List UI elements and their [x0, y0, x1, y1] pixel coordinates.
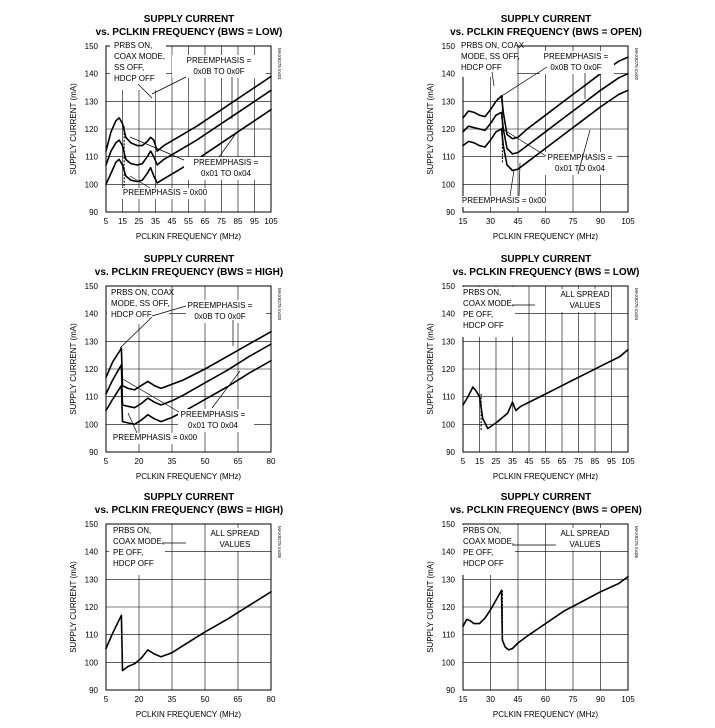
chart-svg: [357, 486, 714, 728]
y-tick-label: 150: [441, 520, 455, 529]
y-tick-label: 140: [84, 309, 98, 319]
x-tick-label: 5: [460, 457, 466, 466]
x-tick-label: 85: [233, 217, 243, 226]
annotation-text: VALUES: [569, 301, 601, 310]
x-axis-label: PCLKIN FREQUENCY (MHz): [492, 232, 599, 241]
annotation-text: 0x01 TO 0x04: [201, 169, 251, 178]
chart-title: SUPPLY CURRENT: [500, 14, 592, 25]
series-line-1: [106, 332, 271, 390]
annotation-text: PREEMPHASIS = 0x00: [122, 188, 208, 197]
x-tick-label: 75: [574, 457, 583, 466]
x-tick-label: 90: [596, 695, 605, 704]
y-tick-label: 140: [84, 547, 98, 557]
annotation-text: HDCP OFF: [111, 310, 152, 319]
x-tick-label: 105: [621, 457, 635, 466]
chart-panel-4: [357, 248, 714, 490]
y-axis-label: SUPPLY CURRENT (mA): [69, 561, 78, 653]
x-tick-label: 55: [541, 457, 550, 466]
annotation-text: VALUES: [219, 540, 251, 549]
x-tick-label: 90: [596, 217, 605, 226]
y-tick-label: 140: [441, 69, 455, 79]
annotation-text: COAX MODE,: [113, 537, 165, 546]
annotation-text: PREEMPHASIS = 0x00: [461, 196, 547, 205]
x-tick-label: 35: [167, 695, 177, 704]
chart-panel-5: [0, 486, 357, 728]
x-axis-label: PCLKIN FREQUENCY (MHz): [135, 710, 242, 719]
annotation-text: PREEMPHASIS =: [543, 52, 609, 61]
annotation-text: VALUES: [569, 540, 601, 549]
x-tick-label: 65: [557, 457, 567, 466]
annotation-text: PRBS ON,: [113, 526, 152, 535]
y-tick-label: 110: [85, 630, 98, 640]
annotation-text: COAX MODE,: [463, 299, 515, 308]
figure-id-label: MAX9275 toc01: [277, 48, 282, 81]
annotation-text: 0x0B TO 0x0F: [193, 67, 245, 76]
figure-id-label: MAX9275 toc04: [634, 288, 639, 321]
x-tick-label: 65: [200, 217, 210, 226]
annotation-text: PREEMPHASIS =: [193, 158, 259, 167]
y-axis-label: SUPPLY CURRENT (mA): [69, 83, 78, 175]
x-tick-label: 60: [541, 695, 550, 704]
x-tick-label: 85: [590, 457, 600, 466]
figure-id-label: MAX9275 toc06: [634, 526, 639, 559]
x-tick-label: 50: [200, 695, 210, 704]
annotation-text: HDCP OFF: [114, 74, 155, 83]
x-tick-label: 95: [607, 457, 616, 466]
chart-title: SUPPLY CURRENT: [143, 14, 235, 25]
chart-svg: [357, 8, 714, 250]
x-tick-label: 15: [458, 695, 468, 704]
y-tick-label: 130: [84, 575, 98, 585]
annotation-text: PE OFF,: [113, 548, 144, 557]
y-tick-label: 120: [84, 125, 98, 134]
chart-title: SUPPLY CURRENT: [500, 492, 592, 503]
annotation-leader: [510, 170, 514, 196]
annotation-text: PREEMPHASIS =: [180, 410, 246, 419]
annotation-text: HDCP OFF: [463, 559, 504, 568]
y-tick-label: 90: [446, 686, 455, 695]
x-tick-label: 75: [568, 217, 578, 226]
y-tick-label: 90: [89, 686, 98, 695]
annotation-text: HDCP OFF: [463, 321, 504, 330]
annotation-text: ALL SPREAD: [210, 529, 260, 538]
y-tick-label: 100: [84, 180, 98, 190]
y-tick-label: 150: [441, 282, 455, 291]
chart-subtitle: vs. PCLKIN FREQUENCY (BWS = HIGH): [94, 505, 284, 516]
x-tick-label: 105: [621, 217, 635, 226]
annotation-text: 0x01 TO 0x04: [188, 421, 238, 430]
annotation-text: PREEMPHASIS = 0x00: [112, 433, 198, 442]
y-tick-label: 110: [85, 392, 98, 402]
chart-subtitle: vs. PCLKIN FREQUENCY (BWS = LOW): [452, 267, 640, 278]
y-tick-label: 120: [84, 603, 98, 612]
x-tick-label: 35: [167, 457, 177, 466]
y-axis-label: SUPPLY CURRENT (mA): [426, 83, 435, 175]
chart-panel-2: [357, 8, 714, 250]
x-tick-label: 75: [217, 217, 226, 226]
x-tick-label: 15: [458, 217, 468, 226]
annotation-text: PE OFF,: [463, 310, 494, 319]
y-tick-label: 150: [84, 520, 98, 529]
x-axis-label: PCLKIN FREQUENCY (MHz): [135, 472, 242, 481]
annotation-text: PREEMPHASIS =: [547, 153, 613, 162]
y-tick-label: 150: [84, 42, 98, 51]
x-axis-label: PCLKIN FREQUENCY (MHz): [135, 232, 242, 241]
x-axis-label: PCLKIN FREQUENCY (MHz): [492, 710, 599, 719]
x-tick-label: 5: [103, 695, 109, 704]
y-tick-label: 90: [89, 448, 98, 457]
chart-subtitle: vs. PCLKIN FREQUENCY (BWS = LOW): [95, 27, 283, 38]
chart-svg: [0, 486, 357, 728]
y-axis-label: SUPPLY CURRENT (mA): [426, 561, 435, 653]
x-tick-label: 35: [151, 217, 160, 226]
chart-title: SUPPLY CURRENT: [143, 492, 235, 503]
annotation-text: PRBS ON,: [463, 288, 502, 297]
annotation-text: SS OFF,: [114, 63, 145, 72]
x-tick-label: 105: [264, 217, 278, 226]
series-line-1: [106, 592, 271, 671]
x-tick-label: 5: [103, 457, 109, 466]
annotation-text: COAX MODE,: [463, 537, 515, 546]
annotation-text: 0x01 TO 0x04: [555, 164, 605, 173]
y-tick-label: 100: [441, 180, 455, 190]
y-tick-label: 130: [441, 575, 455, 585]
chart-svg: [0, 248, 357, 490]
y-tick-label: 100: [441, 658, 455, 668]
annotation-text: COAX MODE,: [114, 52, 166, 61]
annotation-text: PRBS ON,: [463, 526, 502, 535]
x-tick-label: 30: [486, 695, 495, 704]
annotation-text: PRBS ON, COAX: [461, 41, 525, 50]
annotation-text: MODE, SS OFF,: [461, 52, 520, 61]
x-tick-label: 45: [524, 457, 534, 466]
y-axis-label: SUPPLY CURRENT (mA): [69, 323, 78, 415]
y-tick-label: 110: [85, 152, 98, 162]
y-tick-label: 120: [84, 365, 98, 374]
y-tick-label: 90: [446, 208, 455, 217]
annotation-text: PRBS ON, COAX: [111, 288, 175, 297]
series-line-2: [106, 344, 271, 408]
chart-panel-3: [0, 248, 357, 490]
annotation-text: PREEMPHASIS =: [187, 301, 253, 310]
y-tick-label: 90: [446, 448, 455, 457]
chart-panel-6: [357, 486, 714, 728]
y-tick-label: 130: [441, 337, 455, 347]
annotation-text: 0x0B TO 0x0F: [194, 312, 246, 321]
x-tick-label: 80: [266, 695, 276, 704]
figure-id-label: MAX9275 toc02: [634, 48, 639, 81]
x-tick-label: 80: [266, 457, 276, 466]
x-tick-label: 5: [103, 217, 109, 226]
y-tick-label: 130: [84, 337, 98, 347]
figure-id-label: MAX9275 toc05: [277, 526, 282, 559]
chart-subtitle: vs. PCLKIN FREQUENCY (BWS = OPEN): [450, 505, 642, 516]
chart-subtitle: vs. PCLKIN FREQUENCY (BWS = OPEN): [450, 27, 642, 38]
y-tick-label: 110: [442, 392, 455, 402]
x-tick-label: 75: [568, 695, 578, 704]
x-axis-label: PCLKIN FREQUENCY (MHz): [492, 472, 599, 481]
chart-panel-1: [0, 8, 357, 250]
y-tick-label: 110: [442, 152, 455, 162]
y-tick-label: 100: [84, 658, 98, 668]
y-tick-label: 90: [89, 208, 98, 217]
chart-svg: [0, 8, 357, 250]
x-tick-label: 55: [184, 217, 193, 226]
x-tick-label: 105: [621, 695, 635, 704]
x-tick-label: 25: [134, 217, 144, 226]
y-tick-label: 100: [84, 420, 98, 430]
x-tick-label: 25: [491, 457, 501, 466]
annotation-text: HDCP OFF: [113, 559, 154, 568]
y-tick-label: 110: [442, 630, 455, 640]
y-tick-label: 140: [441, 547, 455, 557]
x-tick-label: 45: [167, 217, 177, 226]
x-tick-label: 20: [134, 695, 144, 704]
annotation-text: PREEMPHASIS =: [186, 56, 252, 65]
x-tick-label: 45: [513, 217, 523, 226]
x-tick-label: 65: [233, 457, 243, 466]
y-tick-label: 120: [441, 125, 455, 134]
y-tick-label: 140: [441, 309, 455, 319]
annotation-text: ALL SPREAD: [560, 290, 610, 299]
y-tick-label: 130: [84, 97, 98, 107]
chart-subtitle: vs. PCLKIN FREQUENCY (BWS = HIGH): [94, 267, 284, 278]
annotation-text: MODE, SS OFF,: [111, 299, 170, 308]
y-axis-label: SUPPLY CURRENT (mA): [426, 323, 435, 415]
x-tick-label: 45: [513, 695, 523, 704]
x-tick-label: 15: [475, 457, 484, 466]
x-tick-label: 60: [541, 217, 550, 226]
annotation-text: ALL SPREAD: [560, 529, 610, 538]
x-tick-label: 65: [233, 695, 243, 704]
y-tick-label: 100: [441, 420, 455, 430]
y-tick-label: 130: [441, 97, 455, 107]
annotation-text: 0x0B TO 0x0F: [550, 63, 602, 72]
x-tick-label: 50: [200, 457, 210, 466]
x-tick-label: 35: [508, 457, 517, 466]
chart-title: SUPPLY CURRENT: [500, 254, 592, 265]
annotation-text: PE OFF,: [463, 548, 494, 557]
y-tick-label: 120: [441, 365, 455, 374]
x-tick-label: 15: [118, 217, 127, 226]
annotation-text: HDCP OFF: [461, 63, 502, 72]
annotation-text: PRBS ON,: [114, 41, 153, 50]
x-tick-label: 30: [486, 217, 495, 226]
y-tick-label: 150: [84, 282, 98, 291]
x-tick-label: 95: [250, 217, 259, 226]
x-tick-label: 20: [134, 457, 144, 466]
chart-title: SUPPLY CURRENT: [143, 254, 235, 265]
figure-id-label: MAX9275 toc03: [277, 288, 282, 321]
y-tick-label: 120: [441, 603, 455, 612]
y-tick-label: 150: [441, 42, 455, 51]
y-tick-label: 140: [84, 69, 98, 79]
chart-svg: [357, 248, 714, 490]
annotation-leader: [130, 176, 150, 188]
